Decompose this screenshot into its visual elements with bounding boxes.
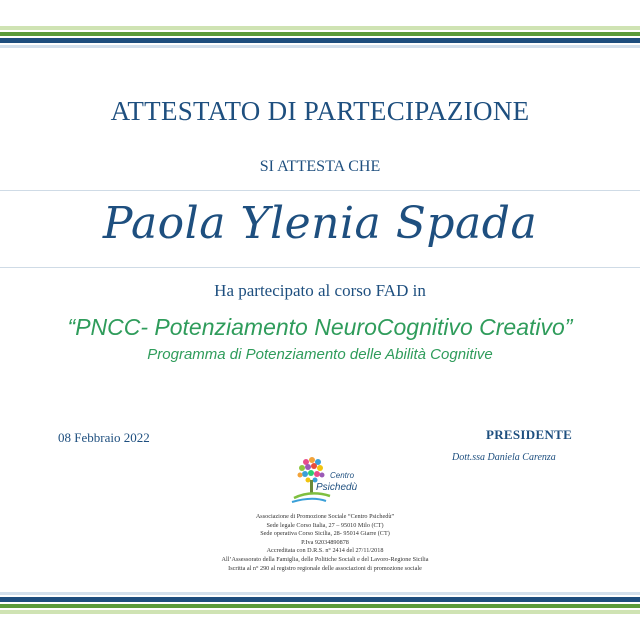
signer-name: Dott.ssa Daniela Carenza (452, 452, 556, 463)
footer-line: Sede operativa Corso Sicilia, 28- 95014 Giarre (CT) (260, 530, 390, 538)
course-title: “PNCC- Potenziamento NeuroCognitivo Creativo” (67, 314, 573, 340)
certificate-title: ATTESTATO DI PARTECIPAZIONE (110, 96, 530, 126)
course-subtitle: Programma di Potenziamento delle Abilità Cognitive (147, 346, 493, 363)
bottom-border (0, 592, 640, 614)
tree-icon (292, 457, 330, 502)
signer-role: PRESIDENTE (486, 427, 573, 442)
recipient-name: Paola Ylenia Spada (102, 198, 538, 249)
attest-line: SI ATTESTA CHE (259, 158, 381, 175)
logo-text-line2: Psichedù (316, 482, 358, 493)
divider-bottom (0, 267, 640, 268)
course-intro: Ha partecipato al corso FAD in (214, 281, 426, 300)
footer-line: P.Iva 92034890878 (301, 538, 349, 546)
issue-date: 08 Febbraio 2022 (58, 430, 150, 445)
footer-line: Associazione di Promozione Sociale “Centro Psichedù” (255, 513, 395, 520)
divider-top (0, 190, 640, 191)
association-footer (150, 513, 500, 573)
footer-line: Accreditata con D.R.S. n° 2414 del 27/11/2018 (266, 547, 384, 555)
footer-line: All’Assessorato della Famiglia, delle Politiche Sociali e del Lavoro-Regione Sicilia (221, 555, 429, 563)
centro-psichedu-logo (286, 456, 358, 510)
footer-line: Sede legale Corso Italia, 27 – 95010 Milo (CT) (266, 521, 384, 529)
footer-line: Iscritta al n° 290 al registro regionale delle associazioni di promozione sociale (228, 564, 422, 572)
logo-text-line1: Centro (330, 471, 355, 480)
top-border (0, 26, 640, 48)
